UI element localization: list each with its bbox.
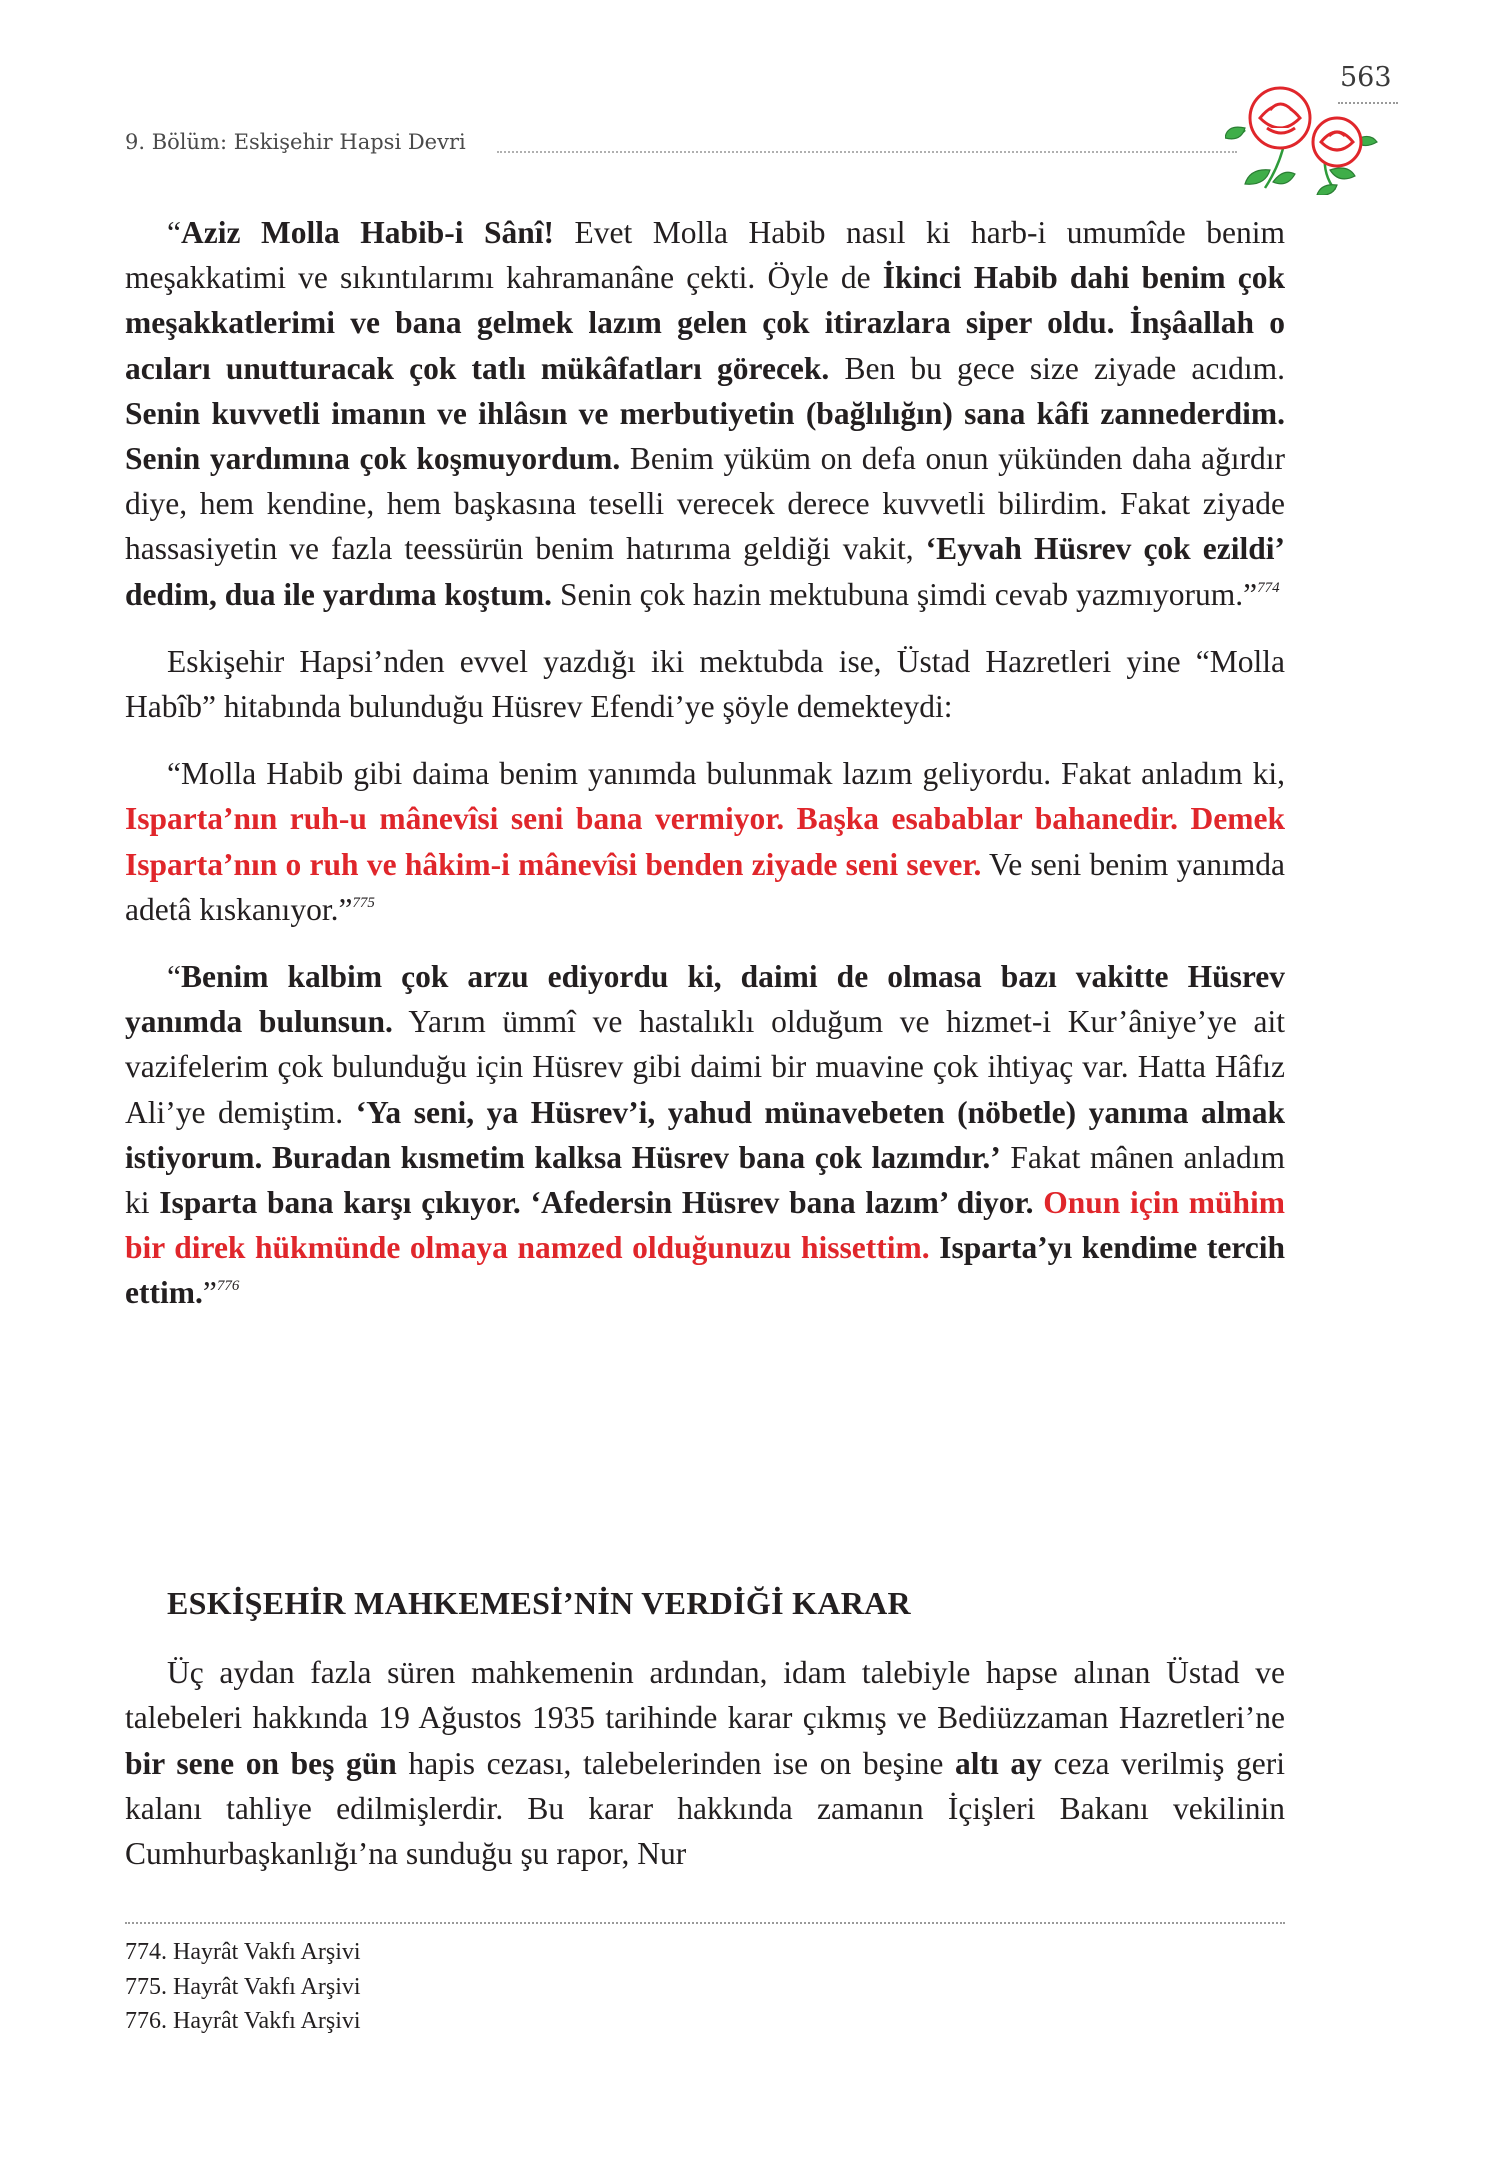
page-number: 563 <box>1340 62 1392 93</box>
footnote-776: 776. Hayrât Vakfı Arşivi <box>125 2008 361 2034</box>
paragraph-2: Eskişehir Hapsi’nden evvel yazdığı iki mektubda ise, Üstad Hazretleri yine “Molla Habîb” hitabında bulunduğu Hüsrev Efendi’ye şöyle demekteydi: <box>125 643 1285 725</box>
main-text <box>125 210 1285 1316</box>
quote-paragraph-1: “Aziz Molla Habib-i Sânî! Evet Molla Habib nasıl ki harb-i umumîde benim meşakkatimi ve sıkıntılarımı kahramanâne çekti. Öyle de İkinci Habib dahi benim çok meşakkatlerimi ve bana gelmek lazım gelen çok itirazlara siper oldu. İnşâallah o acıları unutturacak çok tatlı mükâfatları görecek. Ben bu gece size ziyade acıdım. Senin kuvvetli imanın ve ihlâsın ve merbutiyetin (bağlılığın) sana kâfi zannederdim. Senin yardımına çok koşmuyordum. Benim yüküm on defa onun yükünden daha ağırdır diye, hem kendine, hem başkasına teselli verecek derece kuvvetli bilirdim. Fakat ziyade hassasiyetin ve fazla teessürün benim hatırıma geldiği vakit, ‘Eyvah Hüsrev çok ezildi’ dedim, dua ile yardıma koştum. Senin çok hazin mektubuna şimdi cevab yazmıyorum.”$^{774}$ <box>125 215 1286 612</box>
quote-paragraph-4: “Benim kalbim çok arzu ediyordu ki, daimi de olmasa bazı vakitte Hüsrev yanımda bulunsun. Yarım ümmî ve hastalıklı olduğum ve hizmet-i Kur’âniye’ye ait vazifelerim çok bulunduğu için Hüsrev gibi daimi bir muavine çok ihtiyaç var. Hatta Hâfız Ali’ye demiştim. ‘Ya seni, ya Hüsrev’i, yahud münavebeten (nöbetle) yanıma almak istiyorum. Buradan kısmetim kalksa Hüsrev bana çok lazımdır.’ Fakat mânen anladım ki Isparta bana karşı çıkıyor. ‘Afedersin Hüsrev bana lazım’ diyor. Onun için mühim bir direk hükmünde olmaya namzed olduğunuzu hissettim. Isparta’yı kendime tercih ettim.”$^{776}$ <box>125 959 1285 1311</box>
quote-paragraph-3: “Molla Habib gibi daima benim yanımda bulunmak lazım geliyordu. Fakat anladım ki, Isparta’nın ruh-u mânevîsi seni bana vermiyor. Başka esabablar bahanedir. Demek Isparta’nın o ruh ve hâkim-i mânevîsi benden ziyade seni sever. Ve seni benim yanımda adetâ kıskanıyor.”$^{775}$ <box>125 756 1285 927</box>
section-text <box>125 1650 1285 1876</box>
footnote-775: 775. Hayrât Vakfı Arşivi <box>125 1973 361 2000</box>
footnote-774: 774. Hayrât Vakfı Arşivi <box>125 1939 361 1965</box>
footnote-divider <box>125 1922 1285 1924</box>
section-heading: ESKİŞEHİR MAHKEMESİ’NİN VERDİĞİ KARAR <box>167 1585 911 1621</box>
red-roses-icon <box>1225 70 1385 195</box>
header-divider <box>497 151 1237 153</box>
footnotes <box>125 1935 361 2039</box>
running-header: 9. Bölüm: Eskişehir Hapsi Devri <box>125 130 466 154</box>
section-paragraph: Üç aydan fazla süren mahkemenin ardından, idam talebiyle hapse alınan Üstad ve talebeleri hakkında 19 Ağustos 1935 tarihinde karar çıkmış ve Bediüzzaman Hazretleri’ne bir sene on beş gün hapis cezası, talebelerinden ise on beşine altı ay ceza verilmiş geri kalanı tahliye edilmişlerdir. Bu karar hakkında zamanın İçişleri Bakanı vekilinin Cumhurbaşkanlığı’na sunduğu şu rapor, Nur <box>125 1655 1285 1872</box>
